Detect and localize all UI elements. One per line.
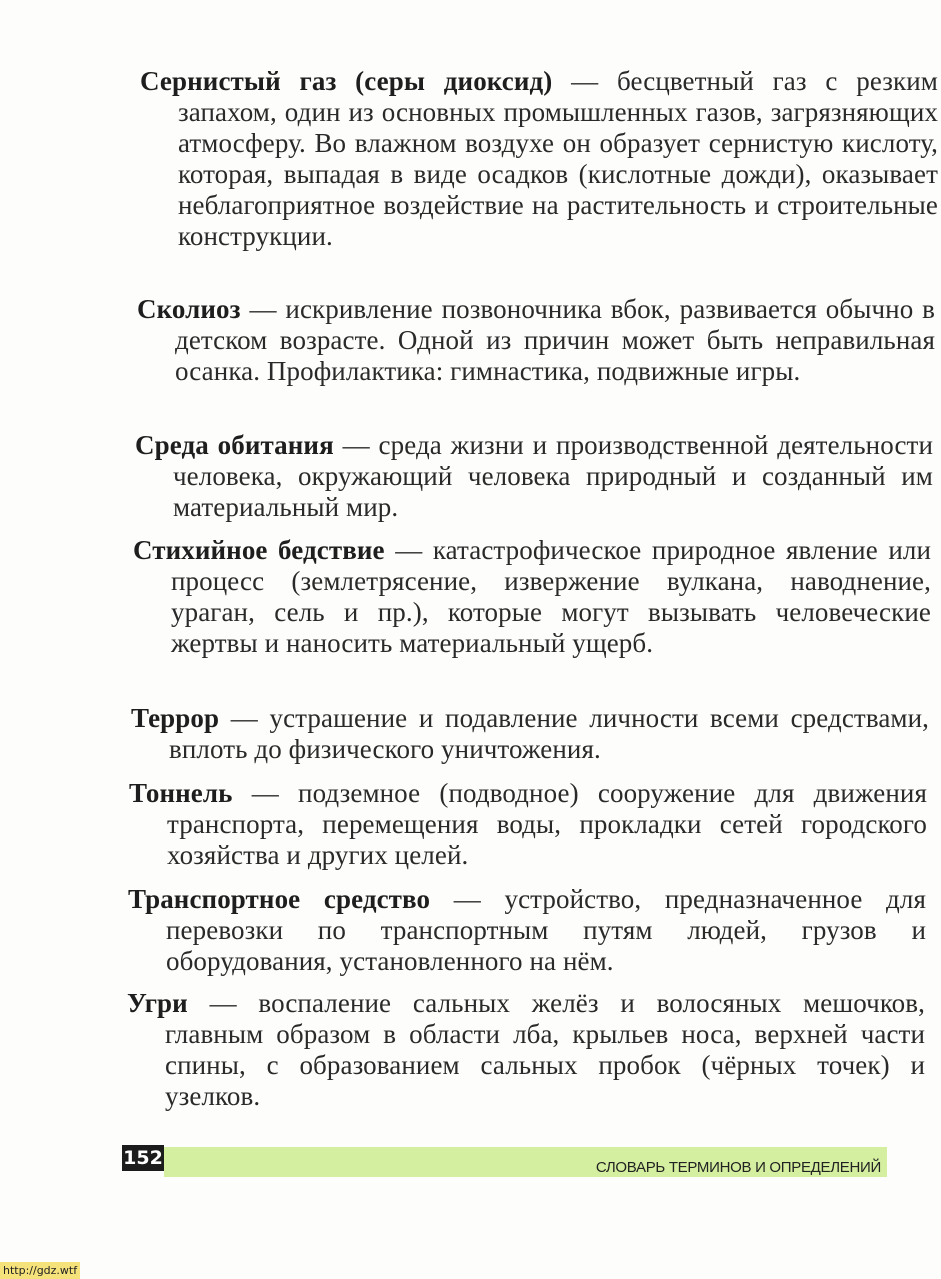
entry-definition: — среда жизни и производственной деятельности человека, окружающий человека природный и созданный им материальный мир. [173, 430, 934, 522]
entry-term: Стихийное бедствие [133, 535, 385, 565]
entry-term: Тоннель [129, 778, 233, 808]
entry-term: Сернистый газ (серы диоксид) [140, 66, 553, 96]
entry-term: Угри [127, 988, 188, 1018]
entry-term: Транспортное средство [128, 884, 431, 914]
glossary-entry [135, 430, 933, 523]
glossary-entry [127, 988, 925, 1112]
glossary-entry [137, 294, 935, 387]
glossary-entry [131, 703, 929, 765]
glossary-entry [128, 884, 926, 977]
entry-definition: — бесцветный газ с резким запахом, один из основных промышленных газов, загрязняющих атмосферу. Во влажном воздухе он образует сернистую кислоту, которая, выпадая в виде осадков (кислотные дожди), оказывает неблагоприятное воздействие на растительность и строительные конструкции. [178, 66, 938, 251]
entry-definition: — устройство, предназначенное для перевозки по транспортным путям людей, грузов и оборудования, установленного на нём. [166, 884, 926, 976]
page-number: 152 [123, 1147, 163, 1169]
entry-term: Террор [131, 703, 220, 733]
glossary-entry [129, 778, 927, 871]
glossary-entry [140, 66, 938, 252]
watermark-link[interactable]: http://gdz.wtf [0, 1262, 80, 1279]
entry-term: Сколиоз [137, 294, 241, 324]
section-title: СЛОВАРЬ ТЕРМИНОВ И ОПРЕДЕЛЕНИЙ [595, 1159, 881, 1176]
page-footer [122, 1145, 887, 1179]
entry-term: Среда обитания [135, 430, 334, 460]
entry-definition: — искривление позвоночника вбок, развивается обычно в детском возрасте. Одной из причин может быть неправильная осанка. Профилактика: гимнастика, подвижные игры. [175, 294, 935, 386]
entry-definition: — подземное (подводное) сооружение для движения транспорта, перемещения воды, прокладки сетей городского хозяйства и других целей. [167, 778, 927, 870]
entry-definition: — воспаление сальных желёз и волосяных мешочков, главным образом в области лба, крыльев носа, верхней части спины, с образованием сальных пробок (чёрных точек) и узелков. [165, 988, 925, 1111]
entry-definition: — устрашение и подавление личности всеми средствами, вплоть до физического уничтожения. [169, 703, 929, 764]
glossary-entry [133, 535, 931, 659]
entry-definition: — катастрофическое природное явление или процесс (землетрясение, извержение вулкана, наводнение, ураган, сель и пр.), которые могут вызывать человеческие жертвы и наносить материальный ущерб. [171, 535, 931, 658]
